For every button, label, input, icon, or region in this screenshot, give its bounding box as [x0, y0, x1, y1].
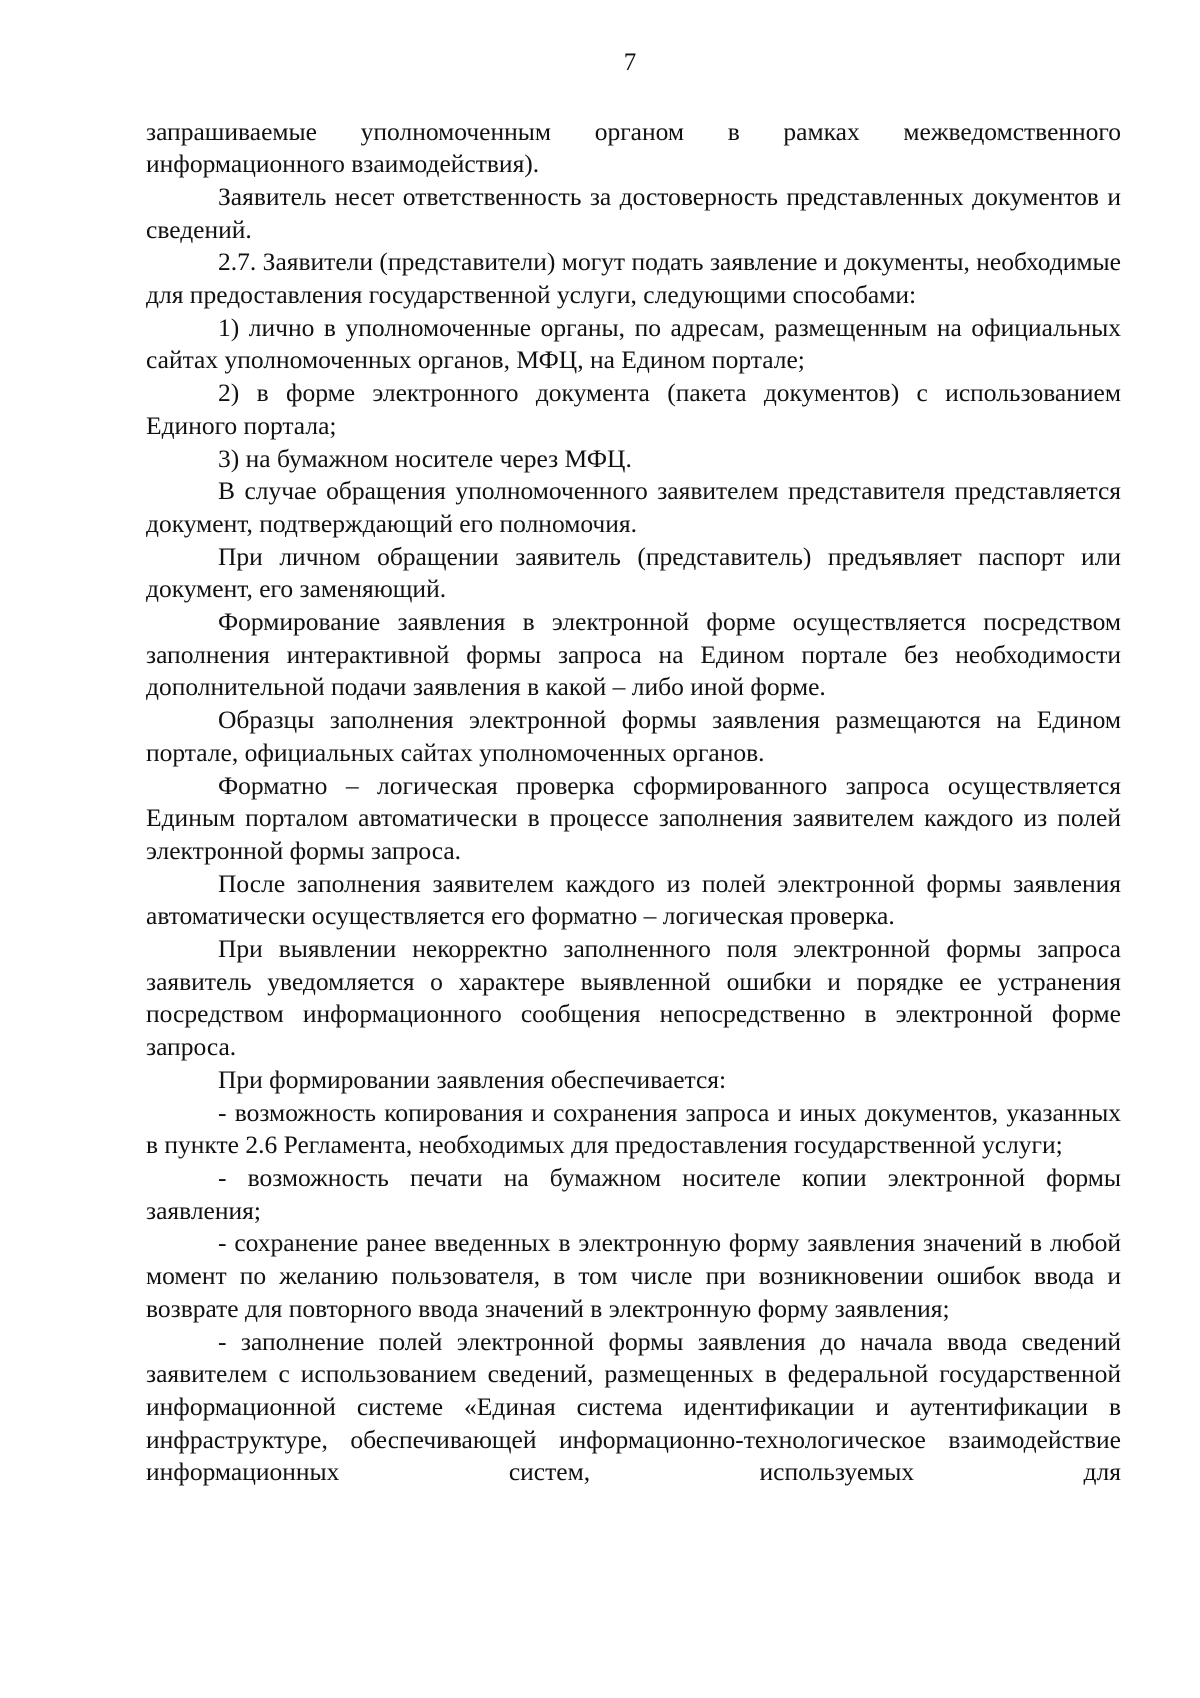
bullet-autofill: - заполнение полей электронной формы заявления до начала ввода сведений заявителем с использованием сведений, размещенных в федеральной государственной информационной системе «Единая система идентификации и аутентификации в инфраструктуре, обеспечивающей информационно-технологическое взаимодействие информационных систем, используемых для	[146, 1326, 1121, 1487]
page-number: 7	[623, 49, 637, 76]
paragraph-error-detection: При выявлении некорректно заполненного поля электронной формы запроса заявитель уведомляется о характере выявленной ошибки и порядке ее устранения посредством информационного сообщения непосредственно в электронной форме запроса.	[146, 934, 1121, 1062]
bullet-copy-save: - возможность копирования и сохранения запроса и иных документов, указанных в пункте 2.6 Регламента, необходимых для предоставления государственной услуги;	[146, 1097, 1121, 1160]
paragraph-representative: В случае обращения уполномоченного заявителем представителя представляется документ, подтверждающий его полномочия.	[146, 476, 1121, 538]
list-item-2: 2) в форме электронного документа (пакета документов) с использованием Единого портала;	[146, 378, 1121, 440]
paragraph-samples: Образцы заполнения электронной формы заявления размещаются на Едином портале, официальных сайтах уполномоченных органов.	[146, 705, 1121, 767]
paragraph-provided-features: При формировании заявления обеспечивается:	[218, 1064, 727, 1094]
paragraph-electronic-form: Формирование заявления в электронной форме осуществляется посредством заполнения интерактивной формы запроса на Едином портале без необходимости дополнительной подачи заявления в какой – либо иной форме.	[146, 607, 1121, 702]
bullet-print: - возможность печати на бумажном носителе копии электронной формы заявления;	[146, 1163, 1121, 1225]
paragraph-applicant-responsibility: Заявитель несет ответственность за достоверность представленных документов и сведений.	[146, 181, 1121, 244]
list-item-3: 3) на бумажном носителе через МФЦ.	[218, 443, 632, 473]
paragraph-after-filling: После заполнения заявителем каждого из полей электронной формы заявления автоматически осуществляется его форматно – логическая проверка.	[146, 868, 1121, 931]
paragraph-continuation: запрашиваемые уполномоченным органом в рамках межведомственного информационного взаимодействия).	[146, 116, 1121, 179]
paragraph-format-check: Форматно – логическая проверка сформированного запроса осуществляется Единым порталом автоматически в процессе заполнения заявителем каждого из полей электронной формы запроса.	[146, 770, 1121, 865]
paragraph-passport: При личном обращении заявитель (представитель) предъявляет паспорт или документ, его заменяющий.	[146, 541, 1121, 604]
bullet-save-values: - сохранение ранее введенных в электронную форму заявления значений в любой момент по желанию пользователя, в том числе при возникновении ошибок ввода и возврате для повторного ввода значений в электронную форму заявления;	[146, 1228, 1121, 1323]
document-body	[146, 116, 1121, 1490]
paragraph-2-7: 2.7. Заявители (представители) могут подать заявление и документы, необходимые для предоставления государственной услуги, следующими способами:	[146, 247, 1121, 310]
list-item-1: 1) лично в уполномоченные органы, по адресам, размещенным на официальных сайтах уполномоченных органов, МФЦ, на Едином портале;	[146, 312, 1121, 375]
